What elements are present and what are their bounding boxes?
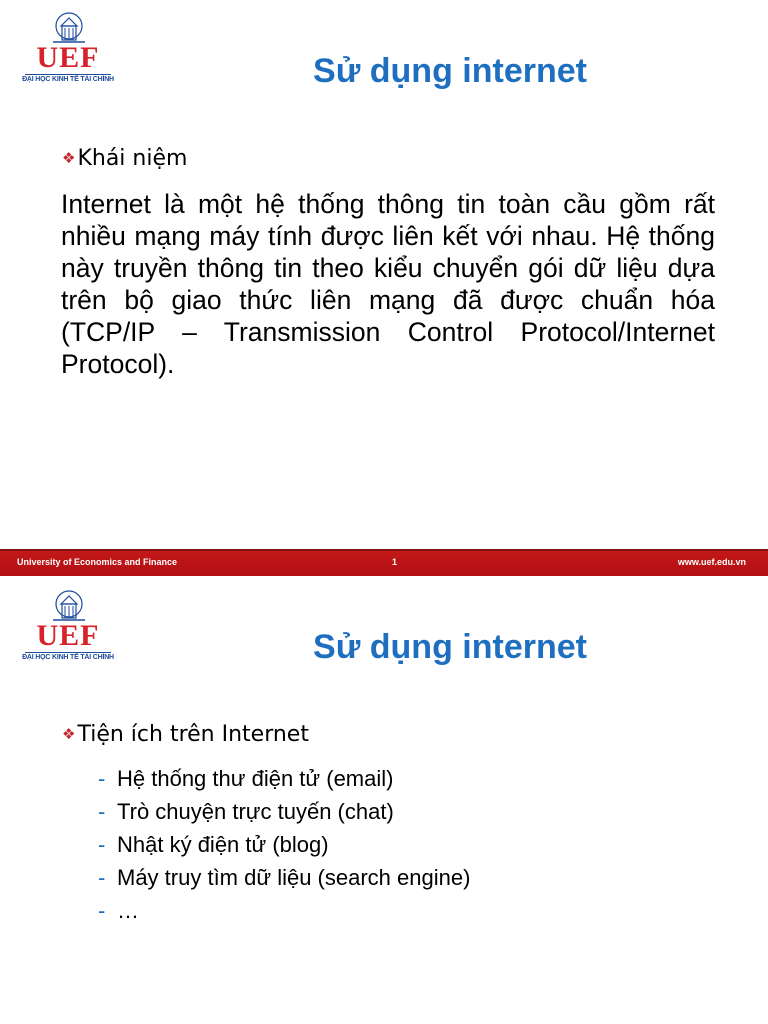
list-item (98, 795, 470, 828)
slide-footer (0, 549, 768, 576)
diamond-bullet-icon: ❖ (62, 149, 76, 167)
dash-marker: - (98, 898, 106, 923)
footer-website[interactable]: www.uef.edu.vn (677, 557, 746, 567)
list-item-text: … (117, 898, 139, 923)
dash-marker: - (98, 832, 106, 857)
logo-wordmark: UEF (36, 619, 100, 652)
list-item-text: Nhật ký điện tử (blog) (117, 832, 329, 857)
bullet-heading (62, 722, 309, 747)
slide-title: Sử dụng internet (313, 628, 587, 666)
logo-wordmark: UEF (36, 41, 100, 74)
utility-list (98, 762, 470, 927)
list-item-text: Trò chuyện trực tuyến (chat) (117, 799, 394, 824)
dash-marker: - (98, 865, 106, 890)
uef-logo (17, 590, 119, 668)
list-item (98, 762, 470, 795)
uef-logo (17, 12, 119, 90)
footer-university-name: University of Economics and Finance (17, 557, 178, 567)
slide-title: Sử dụng internet (313, 52, 587, 90)
list-item-text: Máy truy tìm dữ liệu (search engine) (117, 865, 471, 890)
list-item (98, 861, 470, 894)
logo-subtitle: ĐẠI HỌC KINH TẾ TÀI CHÍNH (22, 76, 114, 83)
diamond-bullet-icon: ❖ (62, 725, 76, 743)
list-item-text: Hệ thống thư điện tử (email) (117, 766, 394, 791)
list-item (98, 828, 470, 861)
bullet-heading-text: Tiện ích trên Internet (77, 722, 309, 747)
dash-marker: - (98, 766, 106, 791)
list-item (98, 894, 470, 927)
footer-page-number: 1 (392, 557, 398, 567)
bullet-heading-text: Khái niệm (77, 146, 188, 171)
slide-2 (0, 576, 768, 1024)
logo-subtitle: ĐẠI HỌC KINH TẾ TÀI CHÍNH (22, 654, 114, 661)
logo-divider (25, 74, 111, 75)
definition-paragraph: Internet là một hệ thống thông tin toàn cầu gồm rất nhiều mạng máy tính được liên kết với nhau. Hệ thống này truyền thông tin theo kiểu chuyển gói dữ liệu dựa trên bộ giao thức liên mạng đã được chuẩn hóa (TCP/IP – Transmission Control Protocol/Internet Protocol). (61, 189, 715, 379)
logo-divider (25, 652, 111, 653)
dash-marker: - (98, 799, 106, 824)
bullet-heading (62, 146, 187, 171)
